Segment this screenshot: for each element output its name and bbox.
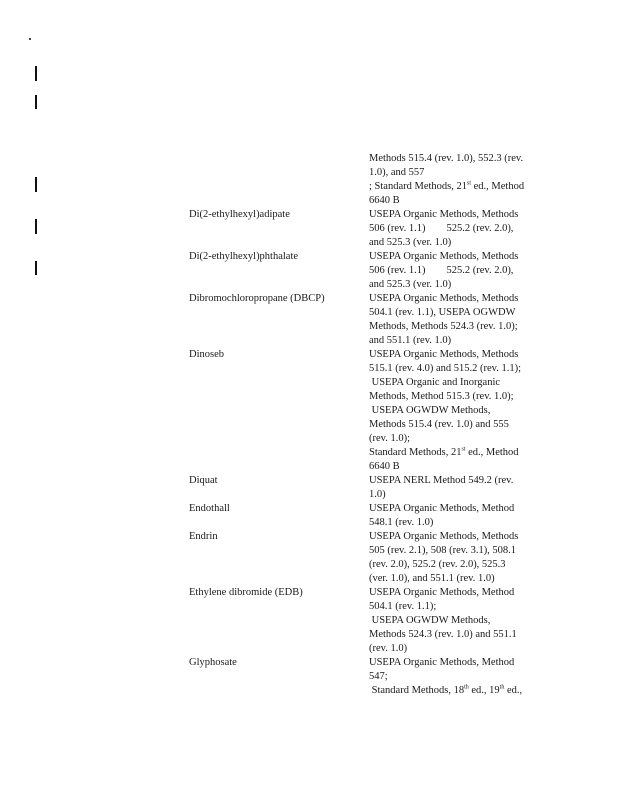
method-line: Methods 524.3 (rev. 1.0) and 551.1	[369, 629, 517, 640]
method-line: and 551.1 (rev. 1.0)	[369, 335, 452, 346]
method-line: USEPA Organic Methods, Methods	[369, 293, 519, 304]
contaminant-name: Endrin	[189, 531, 218, 542]
method-line: Standard Methods, 18th ed., 19th ed.,	[369, 684, 523, 696]
method-line: 547;	[369, 671, 388, 682]
contaminant-name: Dinoseb	[189, 349, 224, 360]
method-line: 506 (rev. 1.1) 525.2 (rev. 2.0),	[369, 223, 514, 234]
method-line: 504.1 (rev. 1.1);	[369, 601, 437, 612]
method-line: USEPA Organic Methods, Methods	[369, 209, 519, 220]
method-line: 515.1 (rev. 4.0) and 515.2 (rev. 1.1);	[369, 363, 522, 374]
method-cell	[369, 292, 559, 348]
method-cell	[369, 530, 559, 586]
method-line: 1.0)	[369, 489, 386, 500]
revision-bar	[35, 66, 37, 81]
method-line: 506 (rev. 1.1) 525.2 (rev. 2.0),	[369, 265, 514, 276]
method-line: Methods, Method 515.3 (rev. 1.0);	[369, 391, 514, 402]
method-line: 6640 B	[369, 195, 400, 206]
method-line: (rev. 1.0);	[369, 433, 411, 444]
method-line: USEPA Organic Methods, Method	[369, 657, 515, 668]
contaminant-name: Glyphosate	[189, 657, 237, 668]
method-line: (rev. 1.0)	[369, 643, 408, 654]
method-cell	[369, 250, 559, 292]
contaminant-name: Diquat	[189, 475, 218, 486]
revision-bar	[35, 95, 37, 109]
method-line: (rev. 2.0), 525.2 (rev. 2.0), 525.3	[369, 559, 506, 570]
method-line: 6640 B	[369, 461, 400, 472]
contaminant-name: Di(2-ethylhexyl)adipate	[189, 209, 290, 220]
method-cell	[369, 474, 559, 502]
contaminant-name: Di(2-ethylhexyl)phthalate	[189, 251, 299, 262]
method-cell-continued	[369, 152, 559, 208]
method-line: USEPA OGWDW Methods,	[369, 615, 491, 626]
method-cell	[369, 502, 559, 530]
revision-bar	[35, 261, 37, 275]
contaminant-name: Ethylene dibromide (EDB)	[189, 587, 303, 598]
method-line: USEPA Organic Methods, Methods	[369, 349, 519, 360]
method-line: and 525.3 (ver. 1.0)	[369, 279, 452, 290]
method-line: Standard Methods, 21st ed., Method	[369, 446, 519, 458]
method-line: USEPA Organic and Inorganic	[369, 377, 501, 388]
method-line: USEPA NERL Method 549.2 (rev.	[369, 475, 514, 486]
method-cell	[369, 656, 559, 698]
contaminant-name: Dibromochloropropane (DBCP)	[189, 293, 325, 304]
method-line: USEPA Organic Methods, Methods	[369, 251, 519, 262]
method-line: and 525.3 (ver. 1.0)	[369, 237, 452, 248]
revision-bar	[35, 177, 37, 192]
method-line: USEPA Organic Methods, Method	[369, 503, 515, 514]
contaminant-name: Endothall	[189, 503, 230, 514]
method-line: USEPA OGWDW Methods,	[369, 405, 491, 416]
method-line: (ver. 1.0), and 551.1 (rev. 1.0)	[369, 573, 495, 584]
method-line: Methods 515.4 (rev. 1.0), 552.3 (rev.	[369, 153, 524, 164]
method-line: 504.1 (rev. 1.1), USEPA OGWDW	[369, 307, 516, 318]
method-cell	[369, 586, 559, 656]
method-cell	[369, 208, 559, 250]
method-line: 505 (rev. 2.1), 508 (rev. 3.1), 508.1	[369, 545, 517, 556]
method-line: 1.0), and 557	[369, 167, 425, 178]
method-line: 548.1 (rev. 1.0)	[369, 517, 434, 528]
method-line: Methods, Methods 524.3 (rev. 1.0);	[369, 321, 518, 332]
revision-bar	[35, 219, 37, 234]
method-line: Methods 515.4 (rev. 1.0) and 555	[369, 419, 509, 430]
speck-mark	[29, 38, 31, 40]
method-line: USEPA Organic Methods, Method	[369, 587, 515, 598]
method-line: USEPA Organic Methods, Methods	[369, 531, 519, 542]
method-line: ; Standard Methods, 21st ed., Method	[369, 180, 525, 192]
method-cell	[369, 348, 559, 474]
